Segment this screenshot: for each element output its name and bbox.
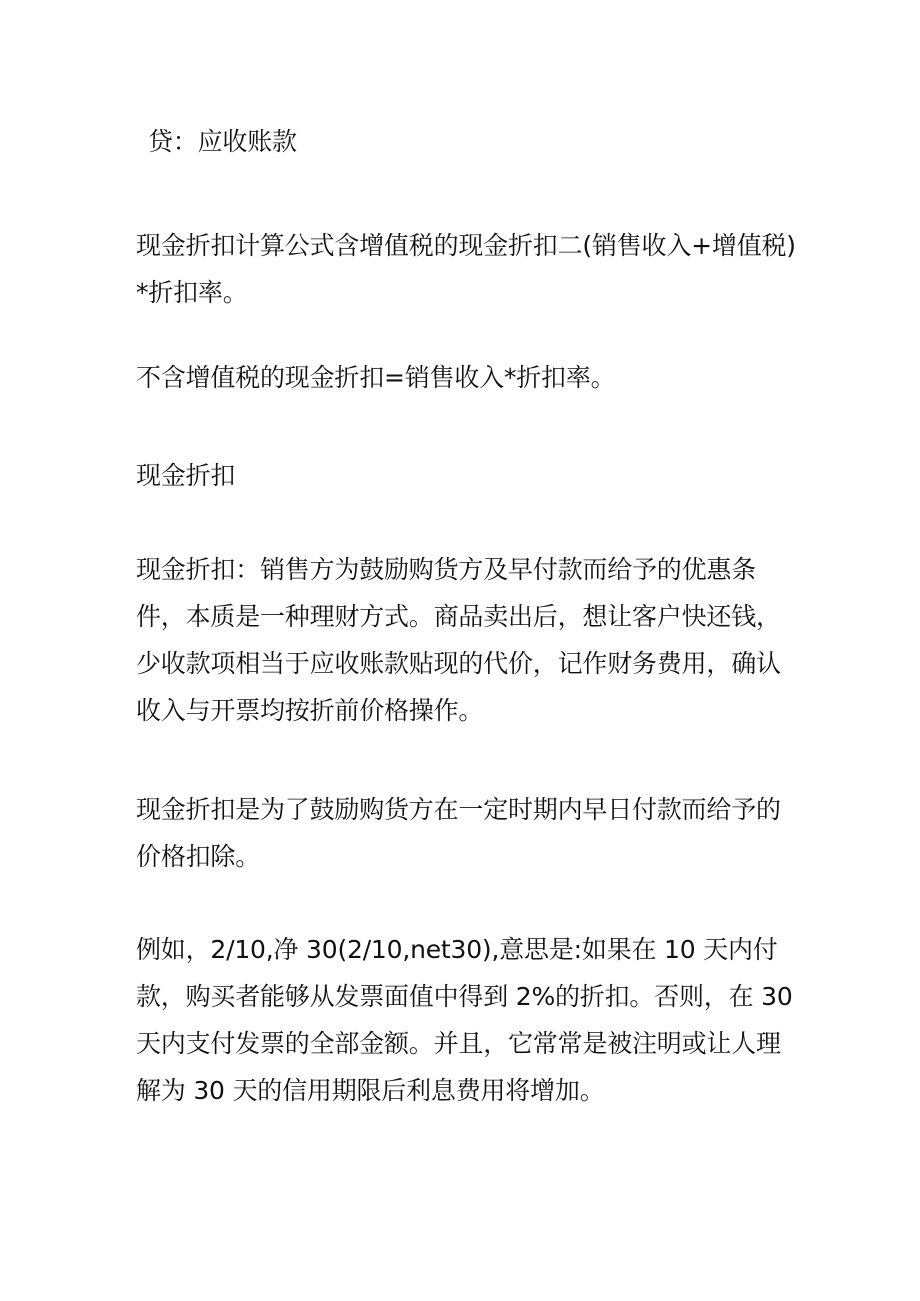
formula-with-vat: 现金折扣计算公式含增值税的现金折扣二(销售收入+增值税)*折扣率。 <box>136 231 796 307</box>
definition-paragraph: 现金折扣：销售方为鼓励购货方及早付款而给予的优惠条件，本质是一种理财方式。商品卖出后，想让客户快还钱，少收款项相当于应收账款贴现的代价，记作财务费用，确认收入与开票均按折前价格操作。 <box>136 555 781 725</box>
credit-entry-line: 贷：应收账款 <box>148 127 297 156</box>
purpose-paragraph: 现金折扣是为了鼓励购货方在一定时期内早日付款而给予的价格扣除。 <box>136 795 781 871</box>
formula-without-vat: 不含增值税的现金折扣=销售收入*折扣率。 <box>136 363 616 392</box>
section-heading: 现金折扣 <box>136 461 236 490</box>
example-paragraph: 例如，2/10,净 30(2/10,net30),意思是:如果在 10 天内付款，购买者能够从发票面值中得到 2%的折扣。否则，在 30 天内支付发票的全部金额。并且，它常常是被注明或让人理解为 30 天的信用期限后利息费用将增加。 <box>136 935 793 1105</box>
